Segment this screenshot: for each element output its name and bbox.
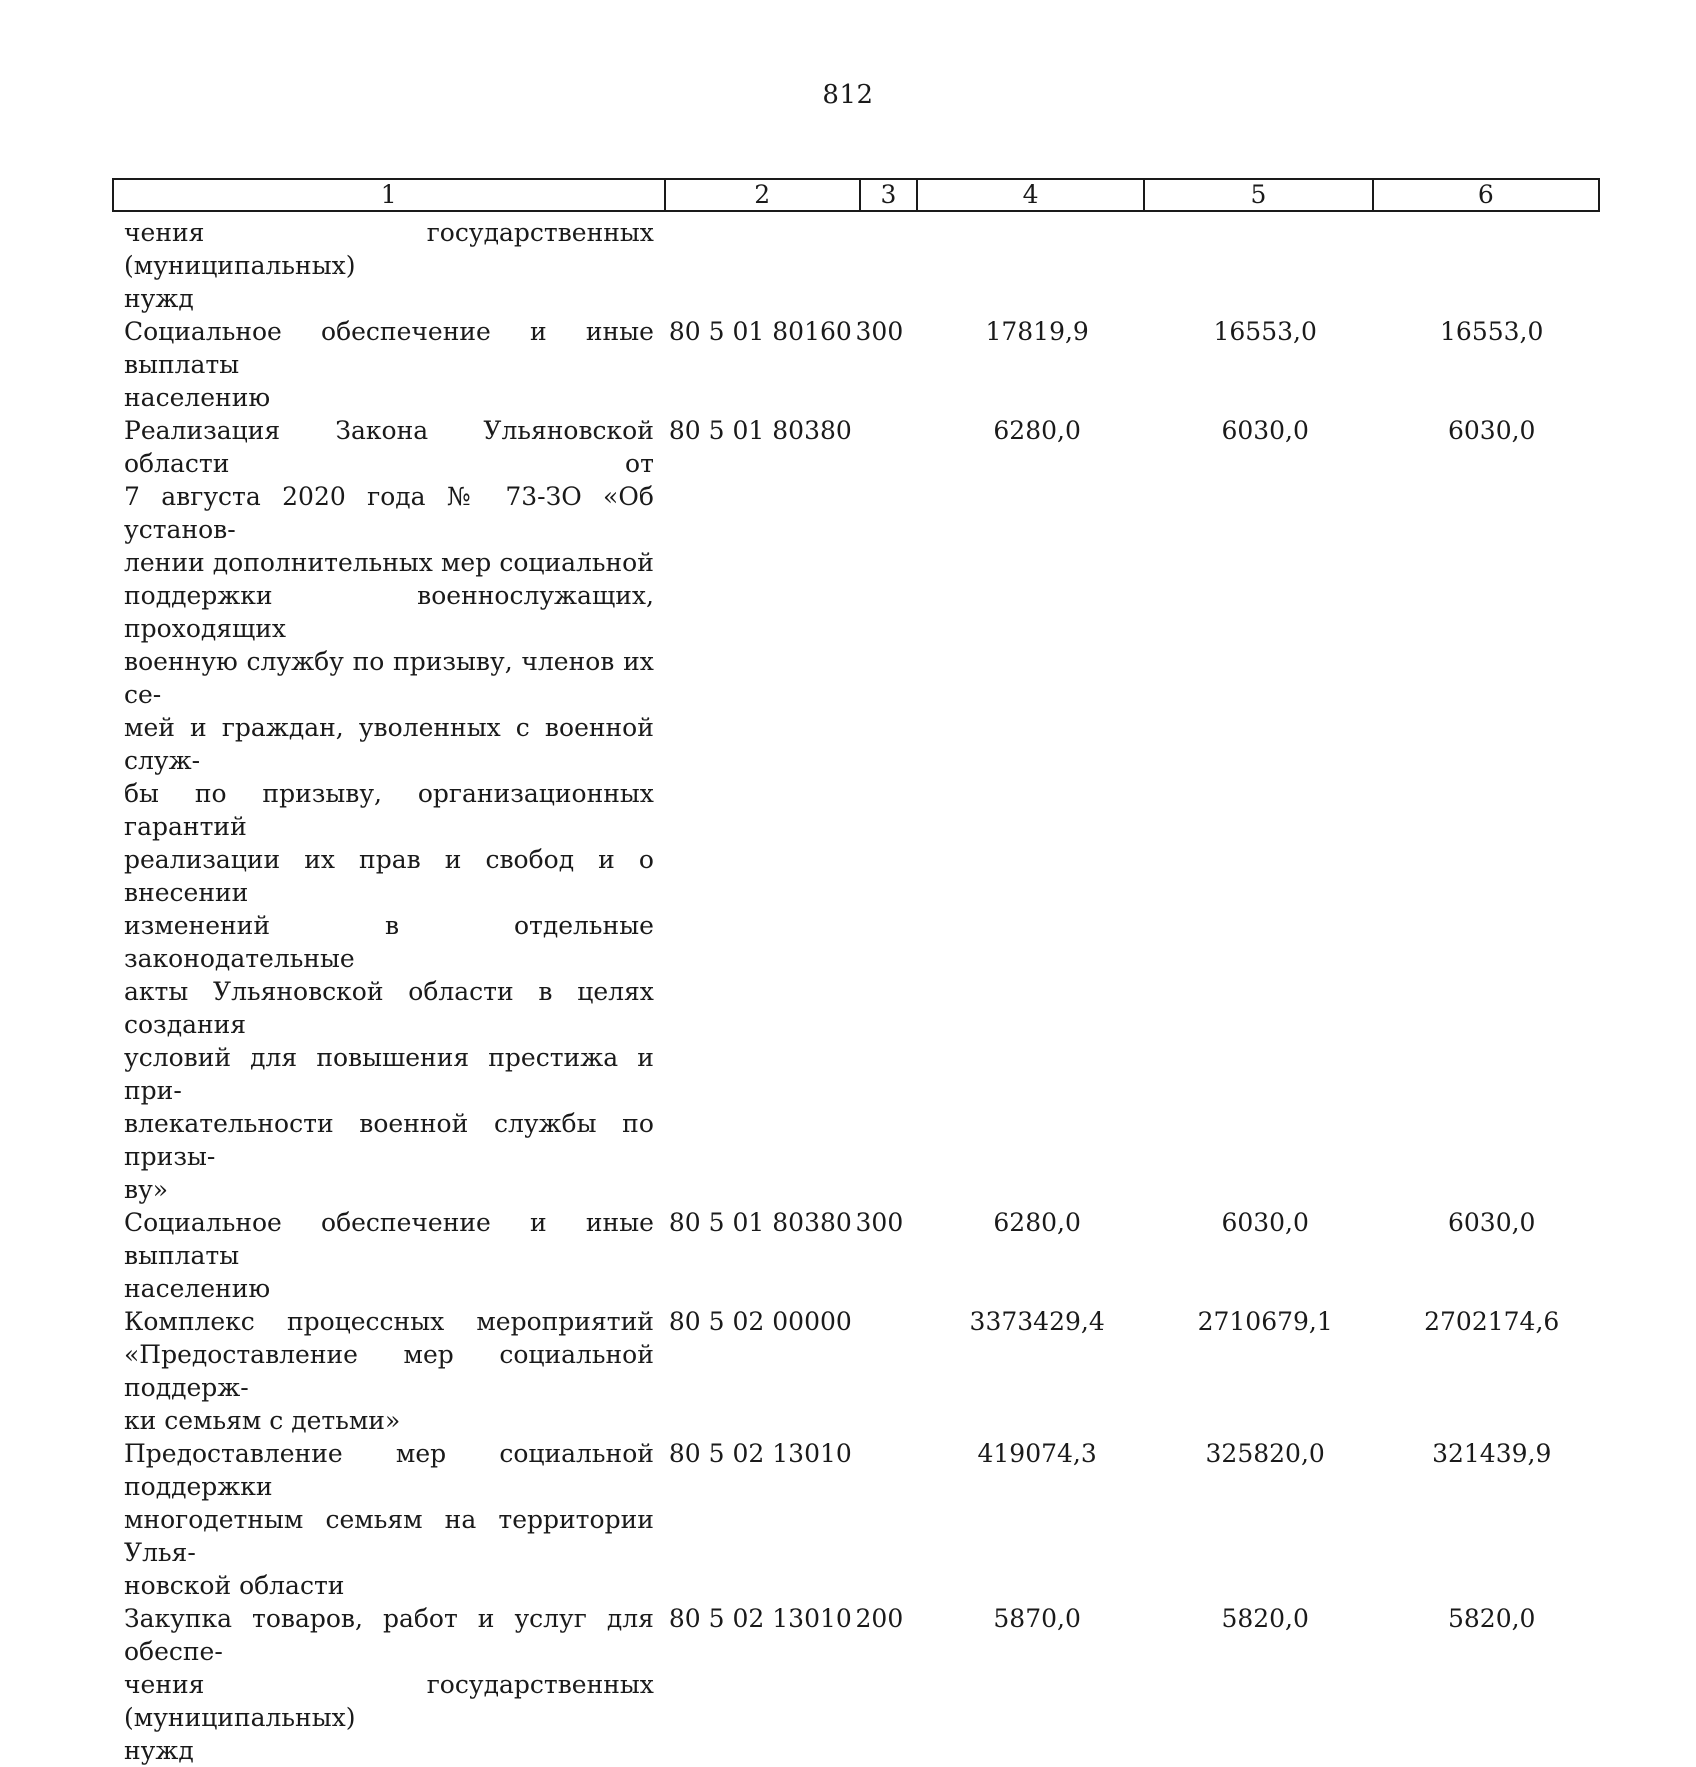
table-row xyxy=(124,414,1604,1206)
row-description-line: чения государственных (муниципальных) xyxy=(124,218,654,280)
table-row xyxy=(124,1602,1604,1767)
row-description-line: населению xyxy=(124,1274,271,1303)
row-value-col6: 16553,0 xyxy=(1440,317,1544,346)
column-header-1: 1 xyxy=(114,180,666,210)
row-description-line: новской области xyxy=(124,1571,345,1600)
row-value-col5: 6030,0 xyxy=(1221,1208,1309,1237)
row-expense-type: 200 xyxy=(855,1604,904,1633)
row-description-line: лении дополнительных мер социальной xyxy=(124,548,654,577)
row-value-col6: 6030,0 xyxy=(1447,1208,1536,1237)
row-description-line: ву» xyxy=(124,1175,169,1204)
row-value-col4: 5870,0 xyxy=(993,1604,1081,1633)
column-header-4: 4 xyxy=(918,180,1145,210)
row-code: 80 5 02 13010 xyxy=(668,1604,852,1633)
row-value-col6: 6030,0 xyxy=(1447,416,1536,445)
row-code: 80 5 02 13010 xyxy=(668,1439,852,1468)
table-row xyxy=(124,315,1604,414)
row-description xyxy=(124,1305,654,1437)
row-value-col6: 5820,0 xyxy=(1447,1604,1536,1633)
row-value-col5: 5820,0 xyxy=(1221,1604,1309,1633)
row-description-line: «Предоставление мер социальной поддерж- xyxy=(124,1340,654,1402)
row-description-line: Комплекс процессных мероприятий xyxy=(124,1307,654,1336)
row-value-col4: 3373429,4 xyxy=(969,1307,1105,1336)
table-row xyxy=(124,1305,1604,1437)
row-description-line: Социальное обеспечение и иные выплаты xyxy=(124,317,654,379)
row-expense-type: 300 xyxy=(855,1208,904,1237)
row-expense-type: 300 xyxy=(855,317,904,346)
row-code: 80 5 01 80380 xyxy=(668,416,852,445)
column-header-2: 2 xyxy=(666,180,861,210)
row-description xyxy=(124,216,654,315)
row-description xyxy=(124,1602,654,1767)
row-description-line: изменений в отдельные законодательные xyxy=(124,911,654,973)
row-description-line: мей и граждан, уволенных с военной служ- xyxy=(124,713,654,775)
row-description-line: акты Ульяновской области в целях создания xyxy=(124,977,654,1039)
row-description-line: нужд xyxy=(124,1736,194,1765)
row-description-line: условий для повышения престижа и при- xyxy=(124,1043,654,1105)
row-description-line: поддержки военнослужащих, проходящих xyxy=(124,581,654,643)
row-description-line: чения государственных (муниципальных) xyxy=(124,1670,654,1732)
table-header xyxy=(112,178,1600,212)
row-value-col5: 6030,0 xyxy=(1221,416,1309,445)
column-header-6: 6 xyxy=(1477,180,1494,209)
row-value-col4: 17819,9 xyxy=(985,317,1089,346)
row-description xyxy=(124,315,654,414)
column-header-5: 5 xyxy=(1145,180,1373,210)
row-value-col5: 2710679,1 xyxy=(1197,1307,1333,1336)
row-description xyxy=(124,1206,654,1305)
row-description-line: Закупка товаров, работ и услуг для обеспе- xyxy=(124,1604,654,1666)
row-value-col6: 321439,9 xyxy=(1432,1439,1552,1468)
row-value-col4: 419074,3 xyxy=(977,1439,1097,1468)
row-description-line: Реализация Закона Ульяновской области от xyxy=(124,416,654,478)
row-description-line: Социальное обеспечение и иные выплаты xyxy=(124,1208,654,1270)
row-value-col4: 6280,0 xyxy=(993,416,1081,445)
row-description-line: реализации их прав и свобод и о внесении xyxy=(124,845,654,907)
row-description xyxy=(124,1437,654,1602)
row-description-line: ки семьям с детьми» xyxy=(124,1406,401,1435)
row-description xyxy=(124,414,654,1206)
table-body xyxy=(124,216,1604,1767)
row-description-line: многодетным семьям на территории Улья- xyxy=(124,1505,654,1567)
row-value-col5: 16553,0 xyxy=(1213,317,1317,346)
page-number: 812 xyxy=(822,80,874,110)
row-code: 80 5 01 80380 xyxy=(668,1208,852,1237)
column-header-3: 3 xyxy=(861,180,918,210)
table-row xyxy=(124,216,1604,315)
row-description-line: бы по призыву, организационных гарантий xyxy=(124,779,654,841)
row-description-line: населению xyxy=(124,383,271,412)
row-description-line: влекательности военной службы по призы- xyxy=(124,1109,654,1171)
row-value-col4: 6280,0 xyxy=(993,1208,1081,1237)
row-code: 80 5 01 80160 xyxy=(668,317,852,346)
row-description-line: военную службу по призыву, членов их се- xyxy=(124,647,654,709)
row-description-line: Предоставление мер социальной поддержки xyxy=(124,1439,654,1501)
row-code: 80 5 02 00000 xyxy=(668,1307,852,1336)
table-row xyxy=(124,1206,1604,1305)
row-description-line: 7 августа 2020 года № 73-ЗО «Об установ- xyxy=(124,482,654,544)
row-value-col5: 325820,0 xyxy=(1205,1439,1325,1468)
row-description-line: нужд xyxy=(124,284,194,313)
row-value-col6: 2702174,6 xyxy=(1424,1307,1560,1336)
table-row xyxy=(124,1437,1604,1602)
